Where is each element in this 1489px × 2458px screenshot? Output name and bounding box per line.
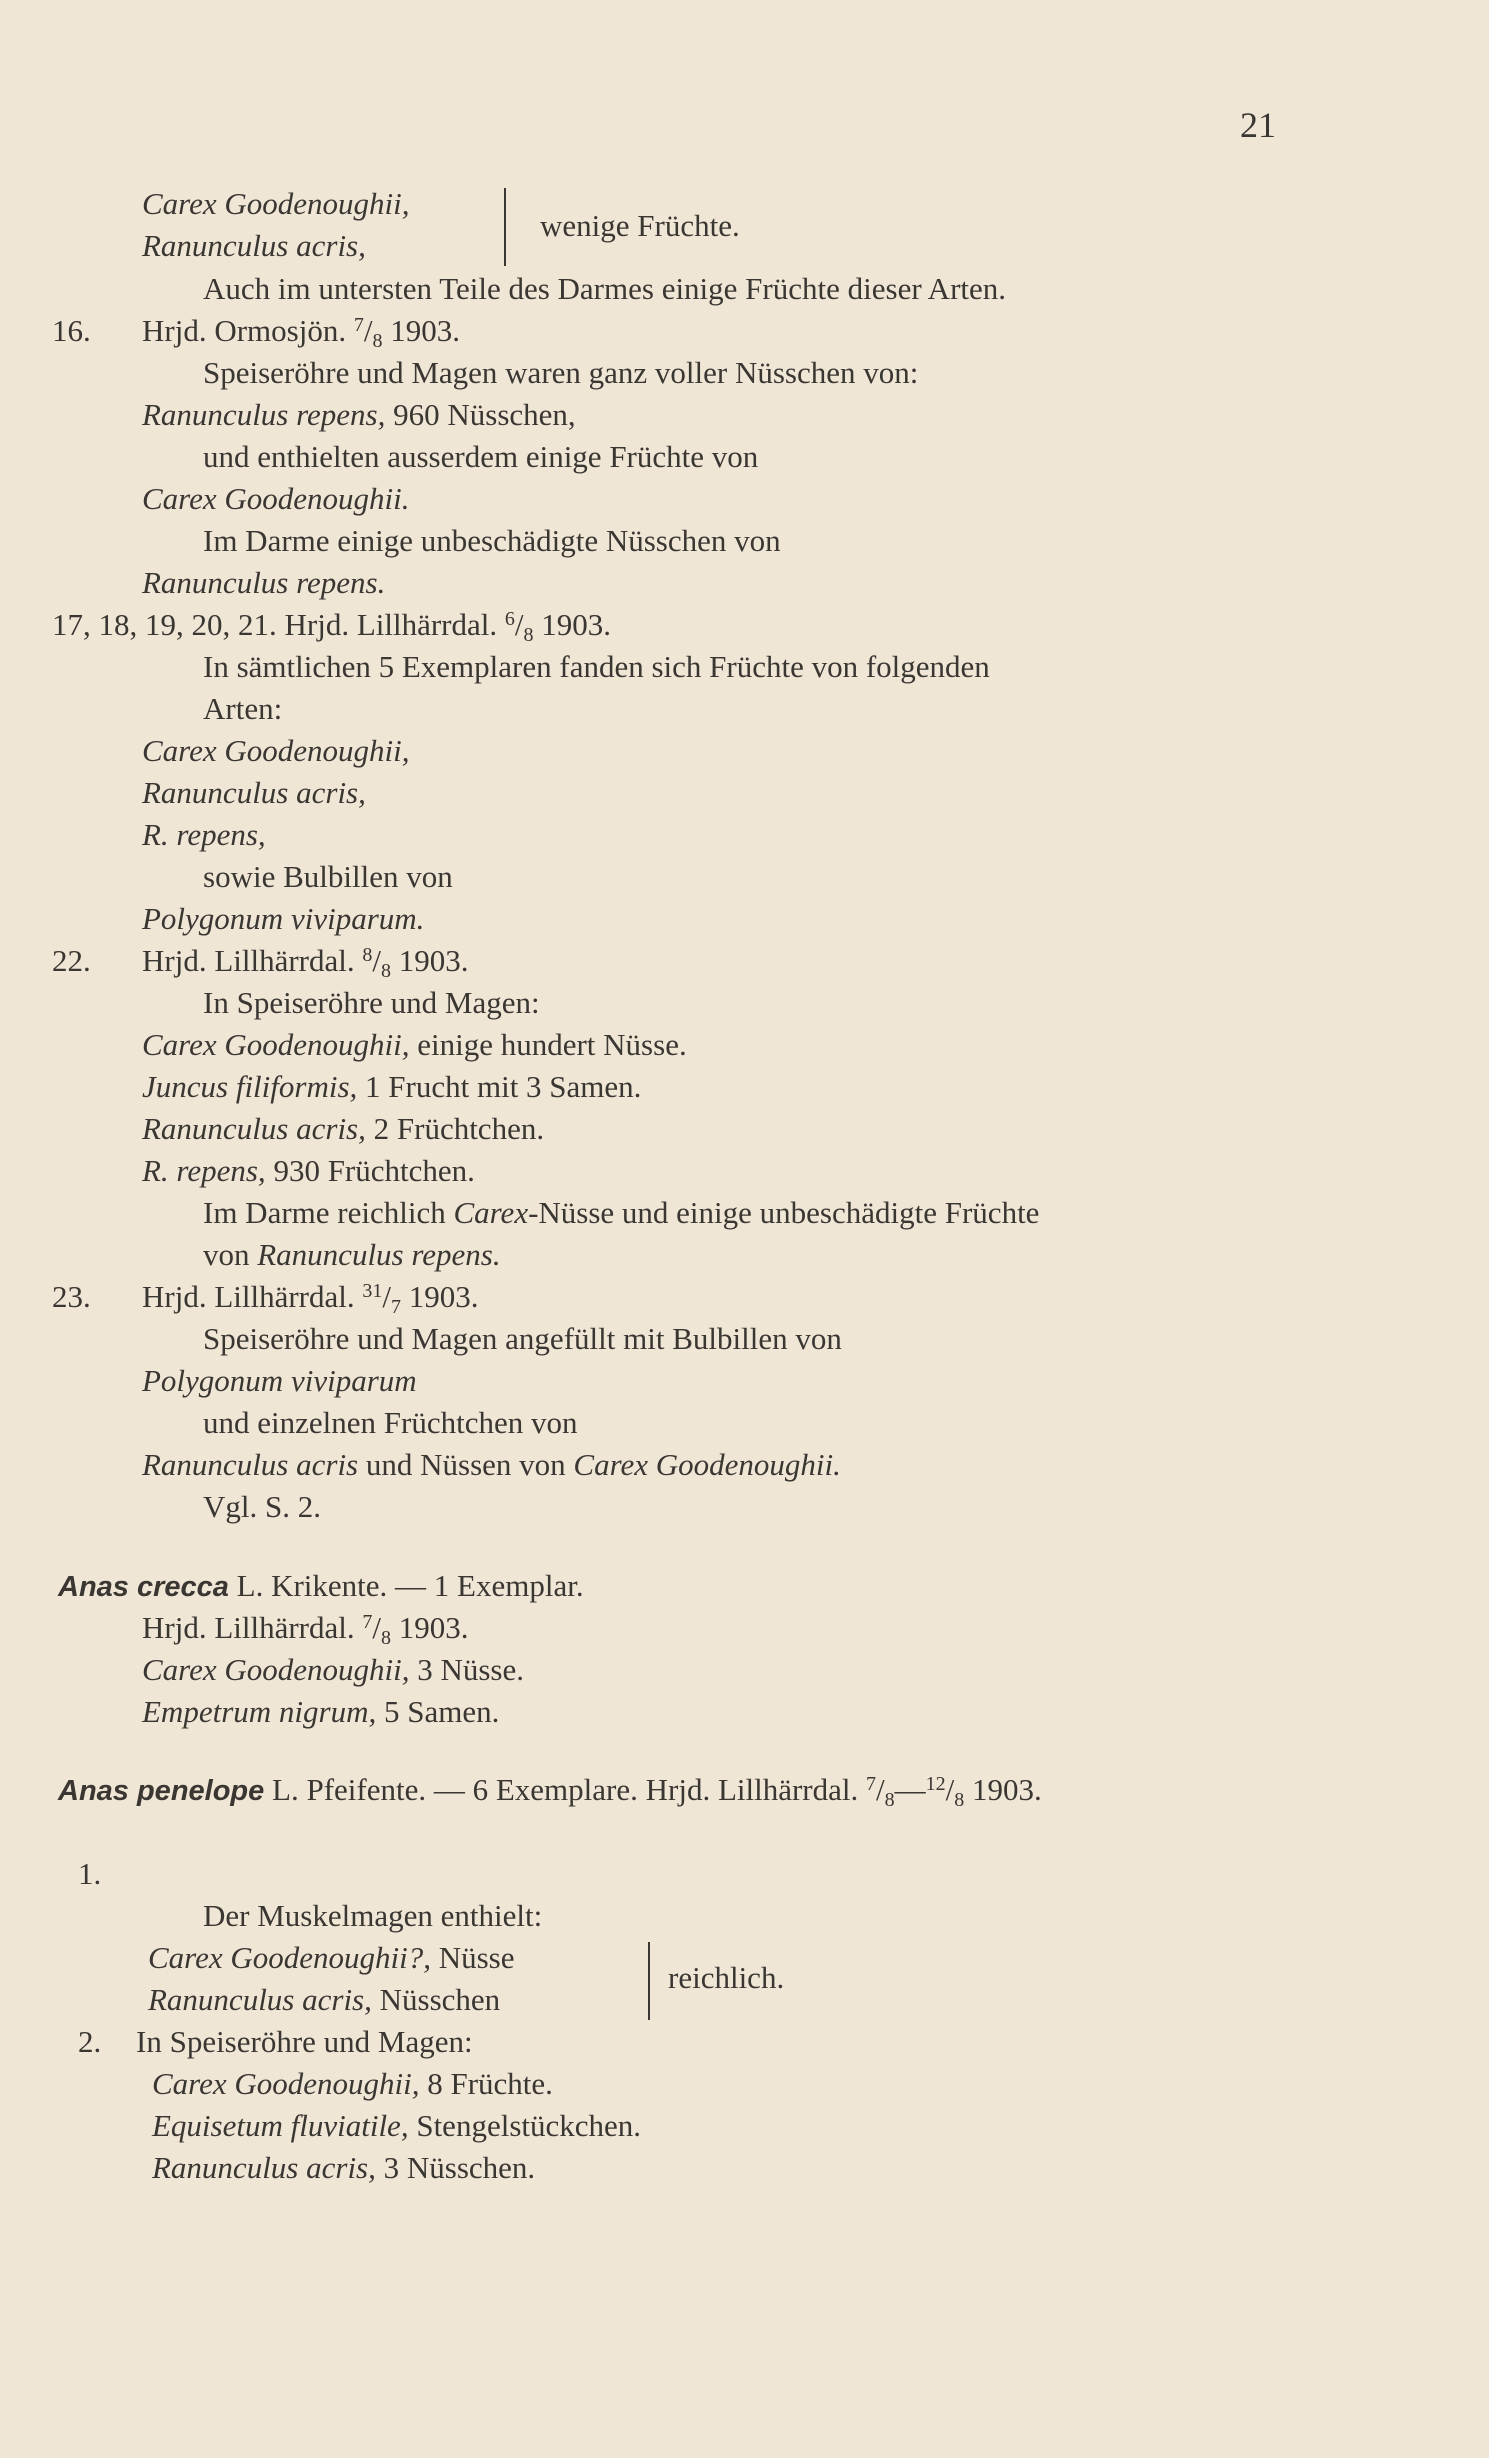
text-line: Speiseröhre und Magen waren ganz voller Nüsschen von: [203,355,919,390]
text-line: R. repens, 930 Früchtchen. [142,1153,475,1188]
text-line: In Speiseröhre und Magen: [136,2024,473,2059]
species-name: Ranunculus acris, [142,775,366,810]
text-line: 17, 18, 19, 20, 21. Hrjd. Lillhärrdal. $^6$/8 1903. [52,607,612,646]
text-line: Auch im untersten Teile des Darmes einige Früchte dieser Arten. [203,271,1007,306]
entry-number: 17, 18, 19, 20, 21. [52,607,277,642]
brace [504,188,506,266]
species-name: Ranunculus repens. [142,565,386,600]
text-line: sowie Bulbillen von [203,859,453,894]
species-name: Ranunculus acris, [142,228,366,263]
text-line: und enthielten ausserdem einige Früchte von [203,439,759,474]
entry-number: 23. [52,1279,91,1314]
species-name: Polygonum viviparum [142,1363,417,1398]
species-name: Carex Goodenoughii, [142,186,410,221]
text-line: Im Darme einige unbeschädigte Nüsschen von [203,523,781,558]
text-line: In Speiseröhre und Magen: [203,985,540,1020]
text-line: Speiseröhre und Magen angefüllt mit Bulbillen von [203,1321,842,1356]
text-line: Carex Goodenoughii?, Nüsse [148,1940,515,1975]
species-heading: Anas crecca L. Krikente. — 1 Exemplar. [58,1568,584,1603]
entry-number: 16. [52,313,91,348]
brace [648,1942,650,2020]
text-line: Ranunculus acris, 2 Früchtchen. [142,1111,545,1146]
text-line: Hrjd. Lillhärrdal. $^8$/8 1903. [142,943,469,982]
species-heading: Anas penelope L. Pfeifente. — 6 Exemplare. Hrjd. Lillhärrdal. $^7$/8—$^{12}$/8 1903. [58,1772,1042,1811]
text-line: Hrjd. Lillhärrdal. $^{31}$/7 1903. [142,1279,479,1318]
species-name: R. repens, [142,817,266,852]
species-name: Polygonum viviparum. [142,901,425,936]
page-number: 21 [1240,105,1276,145]
entry-number: 1. [78,1856,102,1891]
entry-number: 22. [52,943,91,978]
text-line: Der Muskelmagen enthielt: [203,1898,543,1933]
text-line: Carex Goodenoughii, 8 Früchte. [152,2066,553,2101]
text-line: Arten: [203,691,283,726]
text-line: Ranunculus acris, 3 Nüsschen. [152,2150,536,2185]
text-line: Juncus filiformis, 1 Frucht mit 3 Samen. [142,1069,642,1104]
text-line: Ranunculus repens, 960 Nüsschen, [142,397,576,432]
annotation: wenige Früchte. [540,208,740,243]
text-line: Ranunculus acris und Nüssen von Carex Goodenoughii. [142,1447,841,1482]
text-line: von Ranunculus repens. [203,1237,501,1272]
species-name: Carex Goodenoughii, [142,733,410,768]
text-line: Carex Goodenoughii, einige hundert Nüsse. [142,1027,687,1062]
text-line: Carex Goodenoughii, 3 Nüsse. [142,1652,525,1687]
text-line: Empetrum nigrum, 5 Samen. [142,1694,500,1729]
text-line: Hrjd. Lillhärrdal. $^7$/8 1903. [142,1610,469,1649]
entry-number: 2. [78,2024,102,2059]
text-line: Vgl. S. 2. [203,1489,321,1524]
text-line: Ranunculus acris, Nüsschen [148,1982,501,2017]
text-line: Equisetum fluviatile, Stengelstückchen. [152,2108,642,2143]
text-line: Hrjd. Ormosjön. $^7$/8 1903. [142,313,460,352]
text-line: und einzelnen Früchtchen von [203,1405,578,1440]
annotation: reichlich. [668,1960,785,1995]
species-name: Carex Goodenoughii. [142,481,410,516]
text-line: Im Darme reichlich Carex-Nüsse und einige unbeschädigte Früchte [203,1195,1040,1230]
text-line: In sämtlichen 5 Exemplaren fanden sich Früchte von folgenden [203,649,990,684]
